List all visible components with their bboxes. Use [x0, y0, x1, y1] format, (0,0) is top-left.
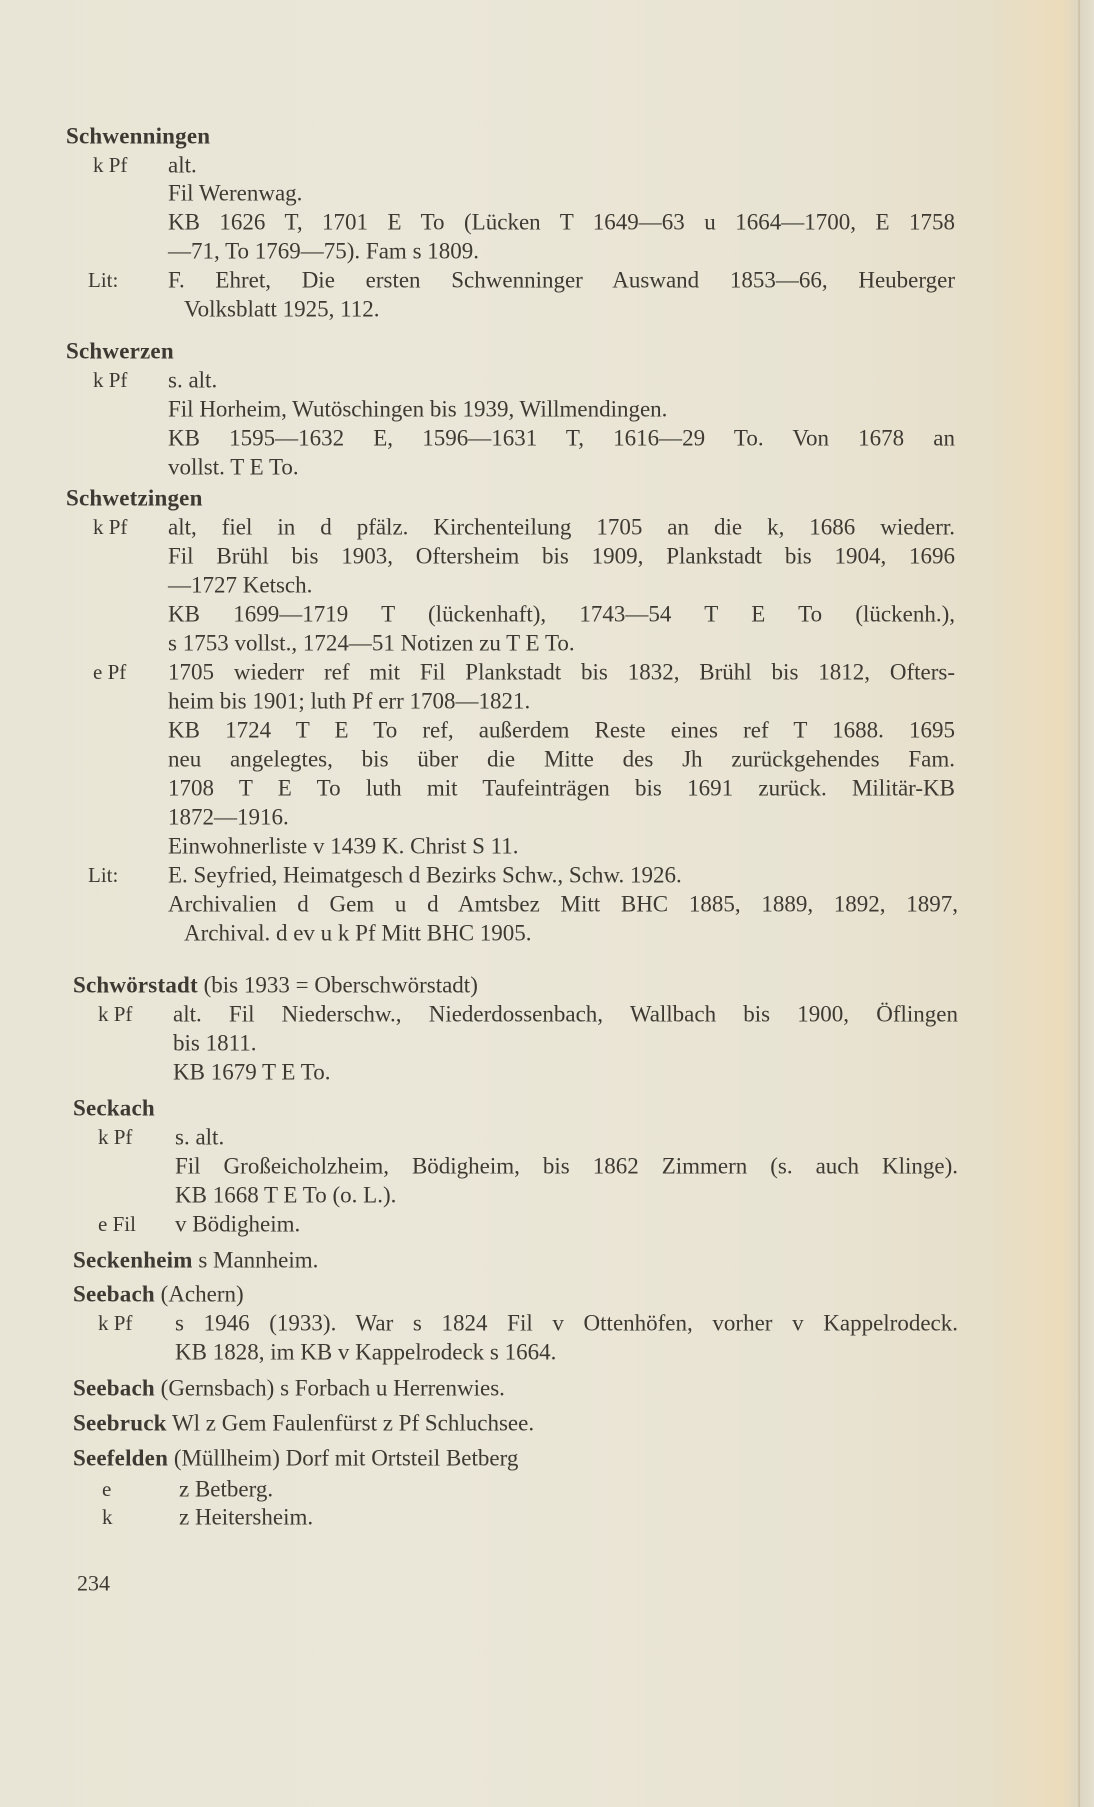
page-binding-edge: [1078, 0, 1081, 1807]
entry-label: k: [102, 1505, 113, 1530]
entry-heading: Seebach: [73, 1375, 155, 1401]
entry-text: KB 1679 T E To.: [173, 1059, 331, 1085]
entry-text: KB 1668 T E To (o. L.).: [175, 1182, 397, 1208]
entry-heading-line: [73, 1249, 318, 1272]
entry-text: E. Seyfried, Heimatgesch d Bezirks Schw., Schw. 1926.: [168, 862, 682, 888]
entry-heading-rest: (Achern): [160, 1281, 244, 1307]
entry-heading: Seckenheim: [73, 1247, 193, 1273]
entry-text: 1872—1916.: [168, 804, 289, 830]
entry-label: Lit:: [88, 863, 119, 888]
entry-text: KB 1828, im KB v Kappelrodeck s 1664.: [175, 1339, 557, 1365]
entry-label: k Pf: [98, 1125, 133, 1150]
entry-label: e Pf: [93, 660, 127, 685]
entry-text: vollst. T E To.: [168, 454, 299, 480]
entry-label: Lit:: [88, 268, 119, 293]
entry-text: Fil Werenwag.: [168, 180, 303, 206]
entry-text: s. alt.: [175, 1124, 225, 1150]
entry-text: 1705 wiederr ref mit Fil Plankstadt bis 1832, Brühl bis 1812, Ofters-: [168, 659, 955, 685]
entry-text: s 1946 (1933). War s 1824 Fil v Ottenhöfen, vorher v Kappelrodeck.: [175, 1310, 958, 1336]
entry-text: heim bis 1901; luth Pf err 1708—1821.: [168, 688, 531, 714]
entry-text: Einwohnerliste v 1439 K. Christ S 11.: [168, 833, 519, 859]
entry-text: Fil Horheim, Wutöschingen bis 1939, Willmendingen.: [168, 396, 668, 422]
entry-heading: Schwenningen: [66, 123, 211, 149]
entry-label: e Fil: [98, 1212, 136, 1237]
entry-text: KB 1699—1719 T (lückenhaft), 1743—54 T E To (lückenh.),: [168, 601, 955, 627]
entry-heading: Seefelden: [73, 1445, 169, 1471]
entry-text: Volksblatt 1925, 112.: [184, 296, 380, 322]
entry-text: z Betberg.: [179, 1476, 274, 1502]
entry-text: F. Ehret, Die ersten Schwenninger Auswand 1853—66, Heuberger: [168, 267, 955, 293]
entry-heading: Seckach: [73, 1095, 155, 1121]
entry-heading-rest: (bis 1933 = Oberschwörstadt): [203, 972, 478, 998]
entry-text: bis 1811.: [173, 1030, 257, 1056]
entry-text: Archivalien d Gem u d Amtsbez Mitt BHC 1885, 1889, 1892, 1897,: [168, 891, 958, 917]
entry-heading-line: [73, 974, 478, 997]
entry-label: k Pf: [93, 515, 128, 540]
entry-heading-line: [73, 1377, 505, 1400]
entry-label: k Pf: [93, 368, 128, 393]
entry-heading-line: [73, 1412, 534, 1435]
entry-heading: Schwerzen: [66, 338, 174, 364]
entry-heading-line: [73, 1447, 518, 1470]
entry-heading: Seebach: [73, 1281, 155, 1307]
entry-text: alt. Fil Niederschw., Niederdossenbach, Wallbach bis 1900, Öflingen: [173, 1001, 958, 1027]
entry-label: k Pf: [98, 1002, 133, 1027]
entry-text: —71, To 1769—75). Fam s 1809.: [168, 238, 480, 264]
entry-text: Fil Brühl bis 1903, Oftersheim bis 1909, Plankstadt bis 1904, 1696: [168, 543, 955, 569]
entry-text: neu angelegtes, bis über die Mitte des Jh zurückgehendes Fam.: [168, 746, 955, 772]
entry-heading: Seebruck: [73, 1410, 167, 1436]
entry-heading-rest: s Mannheim.: [198, 1247, 319, 1273]
page-number: 234: [77, 1570, 110, 1596]
entry-text: alt, fiel in d pfälz. Kirchenteilung 1705 an die k, 1686 wiederr.: [168, 514, 955, 540]
entry-heading: Schwetzingen: [66, 485, 203, 511]
entry-heading: Schwörstadt: [73, 972, 198, 998]
entry-text: KB 1724 T E To ref, außerdem Reste eines ref T 1688. 1695: [168, 717, 955, 743]
entry-text: Fil Großeicholzheim, Bödigheim, bis 1862 Zimmern (s. auch Klinge).: [175, 1153, 958, 1179]
entry-text: s 1753 vollst., 1724—51 Notizen zu T E To.: [168, 630, 575, 656]
entry-text: alt.: [168, 152, 197, 178]
entry-heading-rest: (Müllheim) Dorf mit Ortsteil Betberg: [173, 1445, 519, 1471]
entry-label: k Pf: [98, 1311, 133, 1336]
entry-text: KB 1595—1632 E, 1596—1631 T, 1616—29 To. Von 1678 an: [168, 425, 955, 451]
entry-text: s. alt.: [168, 367, 218, 393]
entry-text: Archival. d ev u k Pf Mitt BHC 1905.: [184, 920, 532, 946]
entry-label: k Pf: [93, 153, 128, 178]
entry-heading-rest: Wl z Gem Faulenfürst z Pf Schluchsee.: [171, 1410, 535, 1436]
entry-heading-line: [73, 1283, 244, 1306]
entry-heading-rest: (Gernsbach) s Forbach u Herrenwies.: [160, 1375, 505, 1401]
entry-label: e: [102, 1477, 112, 1502]
entry-text: —1727 Ketsch.: [168, 572, 313, 598]
entry-text: z Heitersheim.: [179, 1504, 314, 1530]
entry-text: v Bödigheim.: [175, 1211, 301, 1237]
entry-text: KB 1626 T, 1701 E To (Lücken T 1649—63 u 1664—1700, E 1758: [168, 209, 955, 235]
entry-text: 1708 T E To luth mit Taufeinträgen bis 1691 zurück. Militär-KB: [168, 775, 955, 801]
